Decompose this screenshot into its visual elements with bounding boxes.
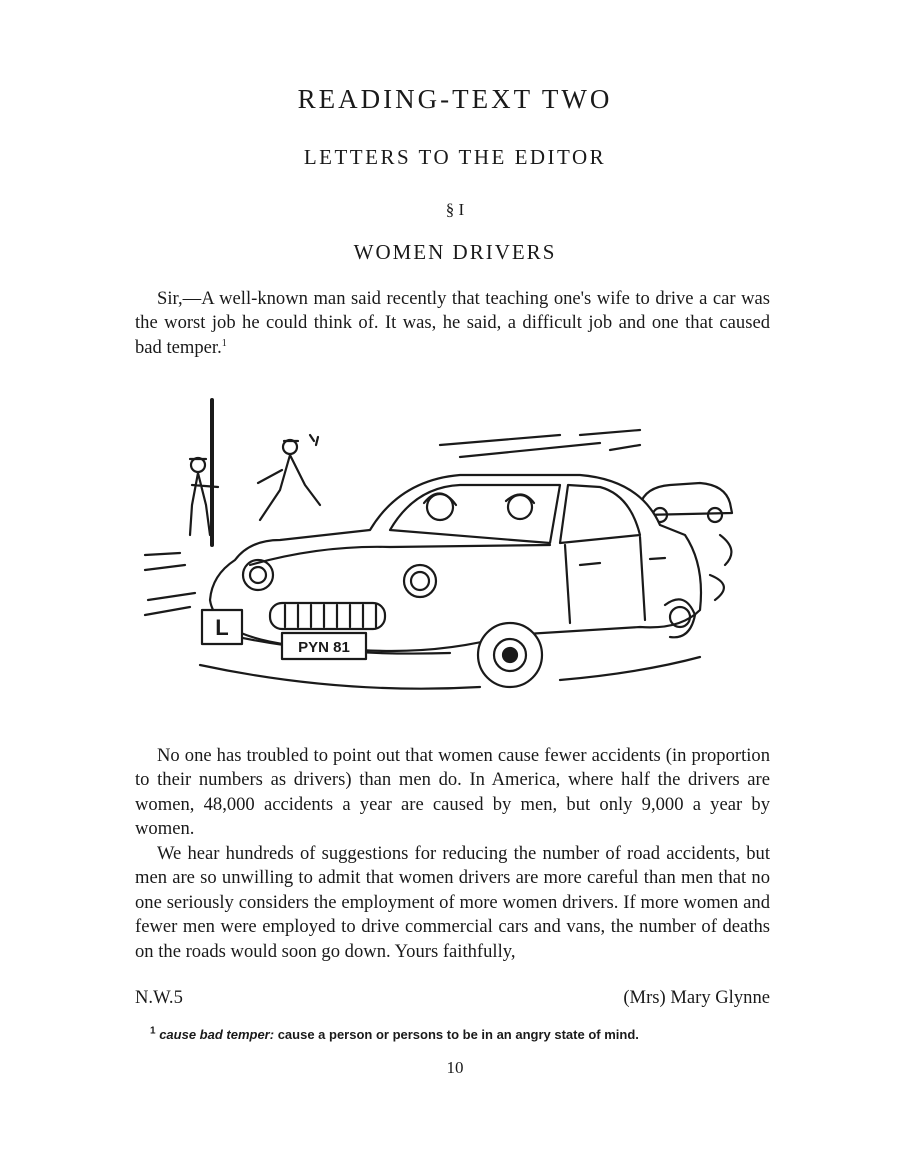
car-illustration (140, 395, 780, 715)
section-mark: § I (445, 200, 465, 219)
paragraph-2: No one has troubled to point out that women cause fewer accidents (in proportion to their numbers as drivers) than men do. In America, where half the drivers are women, 48,000 accidents a year are caused by men, but only 9,000 a year by women. (135, 745, 770, 840)
paragraph-1 (135, 287, 770, 360)
paragraph-1-text: Sir,—A well-known man said recently that teaching one's wife to drive a car was the worst job he could think of. It was, he said, a difficult job and one that caused bad temper. (135, 288, 770, 358)
l-plate: L (215, 615, 229, 640)
number-plate: PYN 81 (298, 639, 350, 656)
footnote-term: cause bad temper: (159, 1027, 275, 1042)
footnote-text: cause a person or persons to be in an angry state of mind. (277, 1027, 639, 1042)
signature-address: N.W.5 (135, 987, 183, 1008)
section-title: WOMEN DRIVERS (353, 240, 557, 264)
letter-signature (135, 987, 770, 1009)
signature-name: (Mrs) Mary Glynne (623, 987, 770, 1008)
page-number: 10 (446, 1058, 464, 1077)
footnote-ref: 1 (221, 337, 227, 349)
page-subtitle: LETTERS TO THE EDITOR (303, 145, 607, 169)
page-title: READING-TEXT TWO (297, 84, 613, 114)
footnote-marker: 1 (150, 1025, 156, 1037)
paragraph-3: We hear hundreds of suggestions for reducing the number of road accidents, but men are so unwilling to admit that women drivers are more careful than men that no one seriously considers the employment of more women drivers. If more women and fewer men were employed to drive commercial cars and vans, the number of deaths on the roads would soon go down. Yours faithfully, (135, 843, 770, 962)
footnote (150, 1027, 770, 1042)
